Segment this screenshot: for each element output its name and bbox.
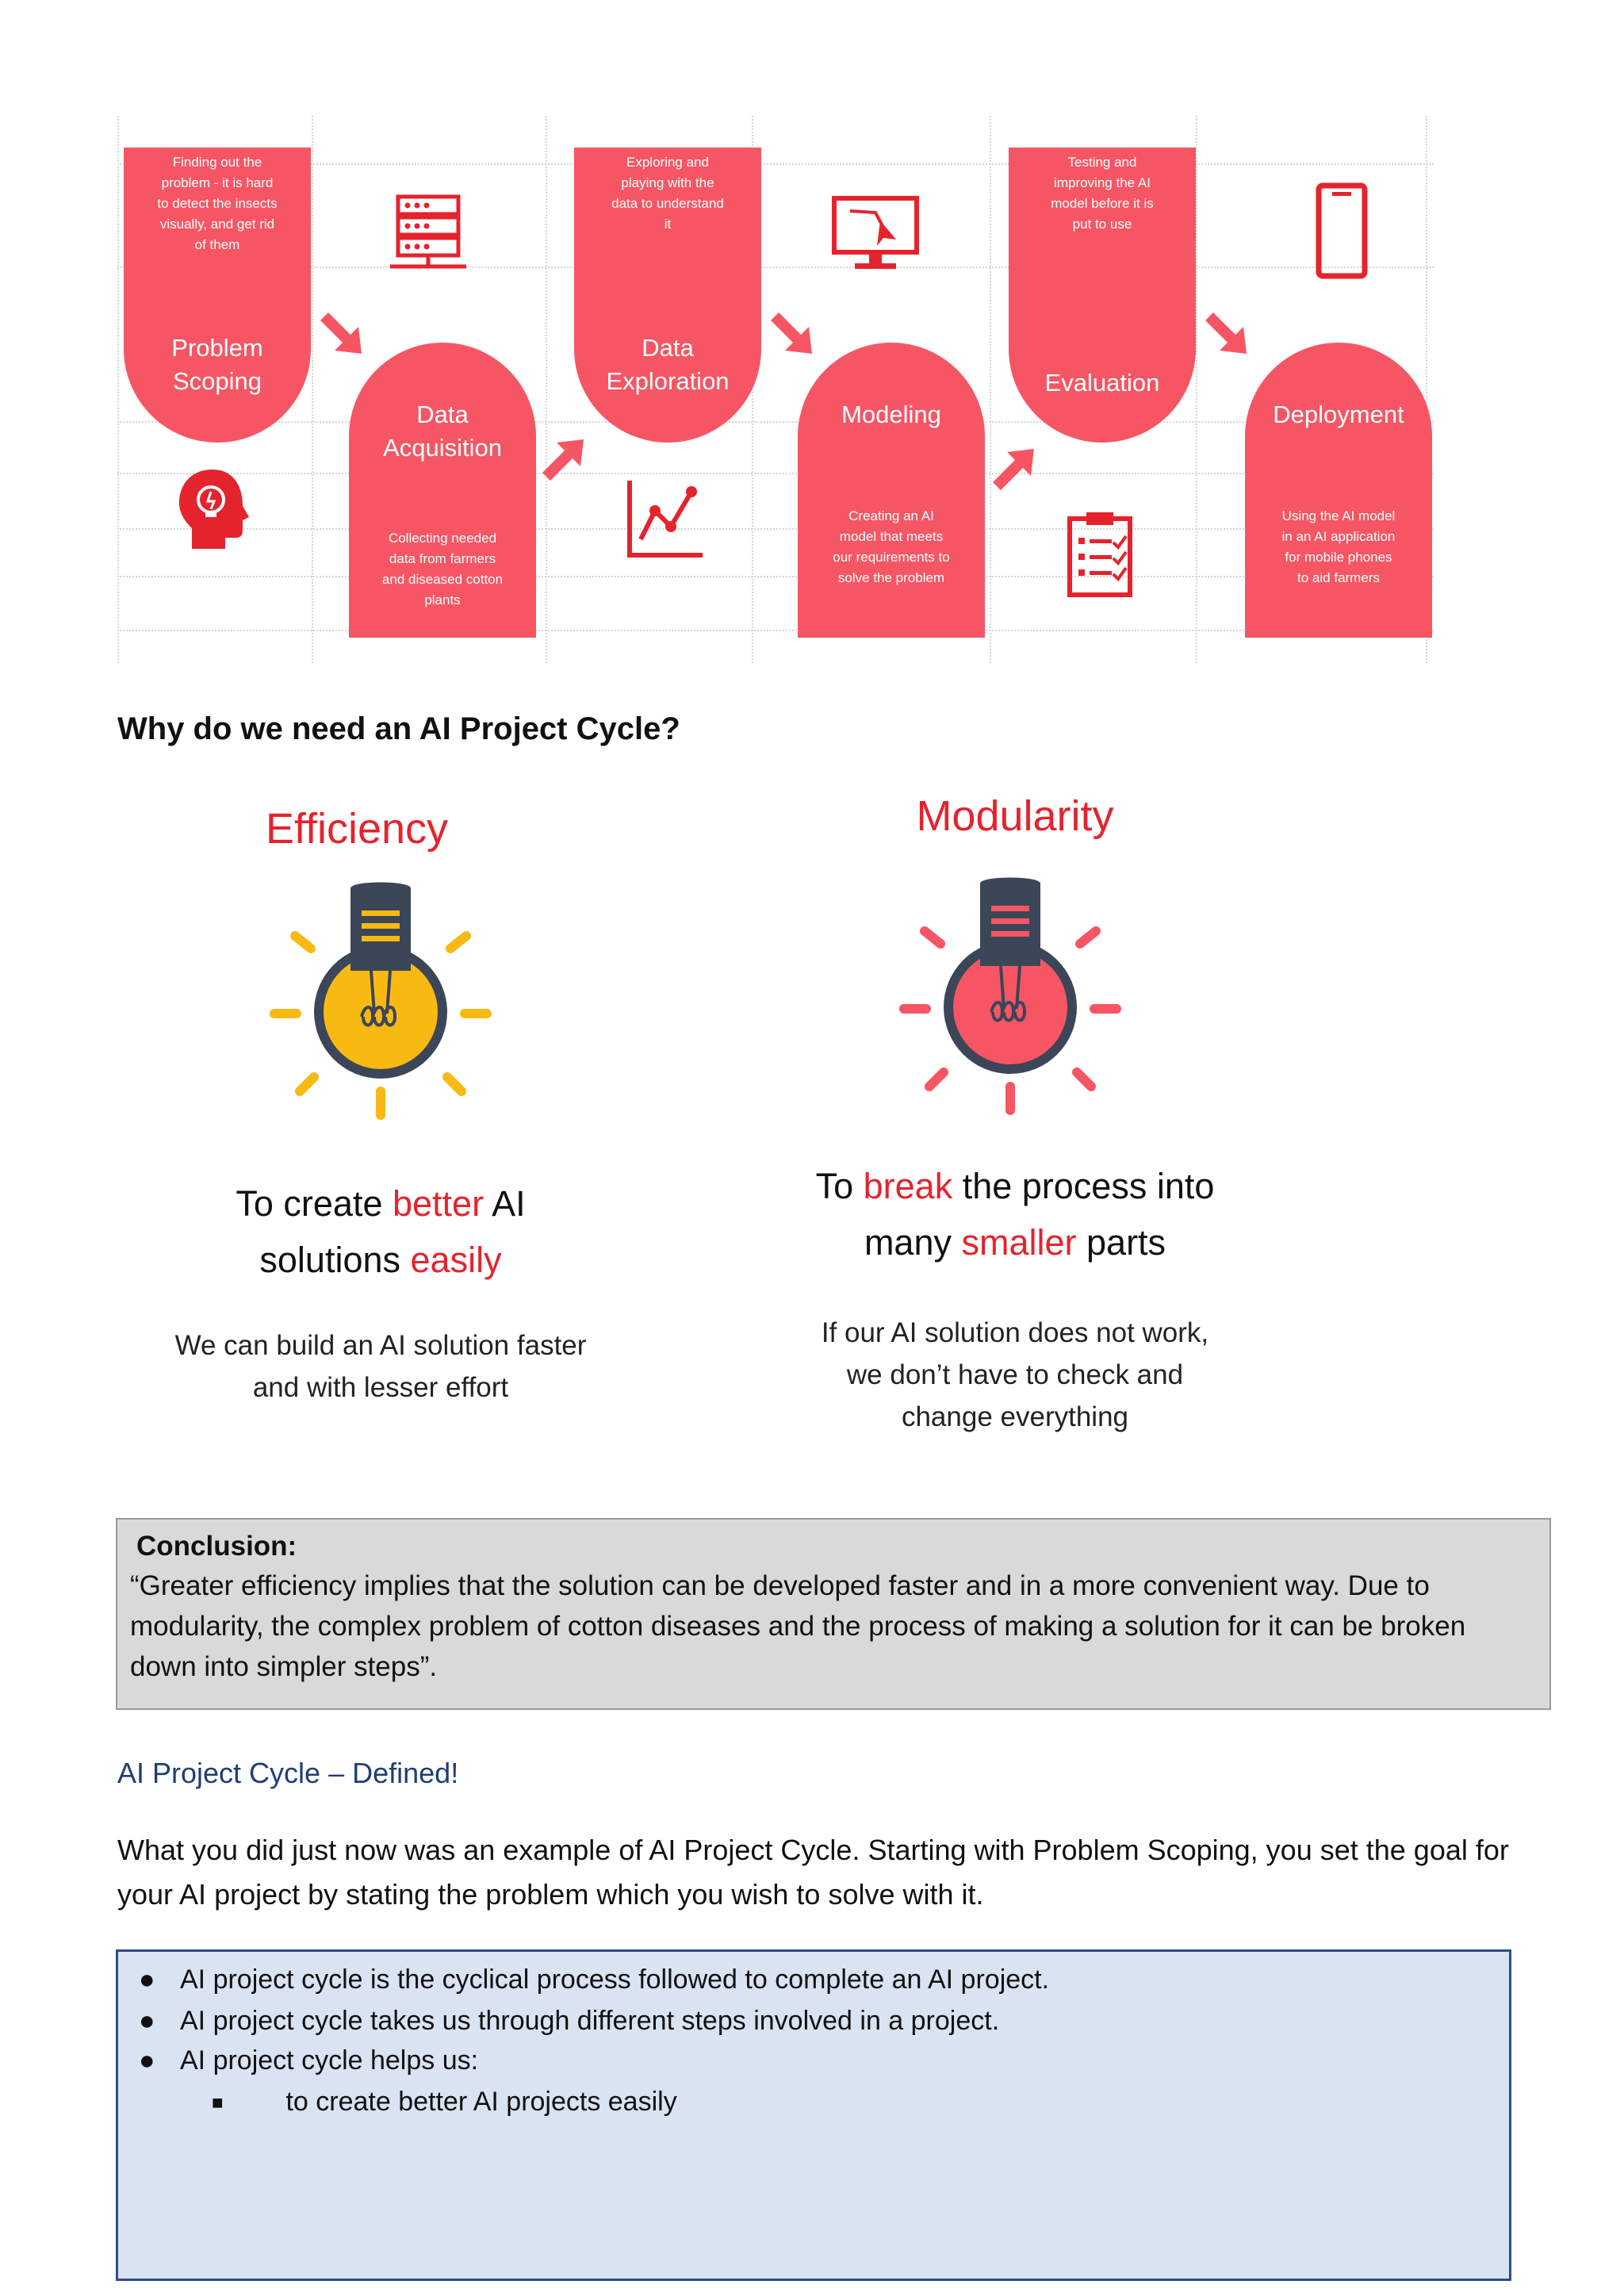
- stage-desc-line: for mobile phones: [1285, 550, 1392, 565]
- stage-desc-line: and diseased cotton: [381, 572, 504, 587]
- modularity-desc-line: If our AI solution does not work,: [821, 1317, 1209, 1348]
- efficiency-tagline-line2: solutions easily: [259, 1240, 502, 1280]
- conclusion-body: “Greater efficiency implies that the solution can be developed faster and in a more convenient way. Due to modularity, the complex problem of cotton diseases and the process of making a solution for it can be broken down into simpler steps”.: [130, 1570, 1466, 1682]
- stage-problem-scoping: [124, 148, 311, 443]
- stage-title: Evaluation: [1044, 369, 1160, 397]
- conclusion-box: [116, 1518, 1551, 1710]
- arrow-up-right-icon: [986, 433, 1050, 496]
- arrow-down-right-icon: [314, 306, 377, 370]
- efficiency-desc-line: We can build an AI solution faster: [174, 1330, 587, 1361]
- stage-desc-line: model before it is: [1051, 196, 1154, 211]
- arrow-down-right-icon: [764, 306, 828, 370]
- stage-desc-line: plants: [424, 592, 461, 608]
- stage-desc-line: problem - it is hard: [161, 175, 274, 190]
- modularity-tagline: [737, 1158, 1293, 1271]
- stage-modeling: [798, 343, 985, 638]
- stage-desc-line: put to use: [1072, 217, 1132, 232]
- efficiency-desc-line: and with lesser effort: [252, 1372, 509, 1403]
- clipboard-checklist-icon: [1066, 509, 1134, 598]
- intro-paragraph: What you did just now was an example of AI Project Cycle. Starting with Problem Scoping, you set the goal for your AI project by stating the problem which you wish to solve with it.: [117, 1834, 1509, 1911]
- stage-desc-line: Collecting needed: [388, 531, 497, 546]
- stage-title: Modeling: [841, 401, 941, 428]
- stage-desc-line: to detect the insects: [157, 196, 278, 211]
- stage-title: Scoping: [172, 367, 262, 395]
- yellow-bulb-icon: [262, 877, 500, 1123]
- stage-desc-line: playing with the: [621, 175, 714, 190]
- monitor-design-icon: [831, 195, 920, 271]
- stage-title: Exploration: [606, 367, 730, 395]
- stage-desc-line: Using the AI model: [1281, 508, 1396, 523]
- stage-desc-line: visually, and get rid: [159, 217, 275, 232]
- stage-deployment: [1245, 343, 1432, 638]
- stage-desc-line: data to understand: [611, 196, 724, 211]
- bullet-dot-icon: ●: [139, 2045, 155, 2076]
- line-chart-icon: [625, 477, 704, 560]
- stage-title: Data: [416, 401, 469, 428]
- bullet-box: [116, 1949, 1511, 2281]
- stage-desc-line: Finding out the: [172, 155, 262, 170]
- why-heading: Why do we need an AI Project Cycle?: [117, 711, 680, 746]
- stage-data-exploration: [574, 148, 761, 443]
- bullet-square-icon: ■: [212, 2092, 224, 2114]
- server-icon: [387, 192, 469, 271]
- stage-desc-line: improving the AI: [1054, 175, 1151, 190]
- red-bulb-icon: [891, 872, 1129, 1118]
- brain-idea-head-icon: [174, 465, 251, 552]
- stage-desc-line: solve the problem: [837, 570, 945, 585]
- arrow-up-right-icon: [536, 424, 599, 487]
- modularity-tagline-line2: many smaller parts: [864, 1222, 1166, 1263]
- arrow-down-right-icon: [1199, 306, 1262, 370]
- stage-title: Acquisition: [383, 434, 502, 462]
- mobile-phone-icon: [1315, 182, 1369, 279]
- ai-project-cycle-diagram: [117, 116, 1434, 663]
- efficiency-tagline: [119, 1175, 642, 1288]
- list-item: ● AI project cycle takes us through different steps involved in a project.: [139, 2001, 999, 2041]
- stage-desc-line: model that meets: [839, 529, 944, 544]
- stage-title: Problem: [171, 334, 263, 362]
- efficiency-title: Efficiency: [265, 805, 449, 853]
- modularity-desc-line: we don’t have to check and: [846, 1359, 1184, 1390]
- stage-desc-line: in an AI application: [1281, 529, 1396, 544]
- list-item: ● AI project cycle is the cyclical process followed to complete an AI project.: [139, 1960, 1049, 1999]
- efficiency-tagline-line1: To create better AI: [236, 1183, 526, 1224]
- sub-list-item: ■ to create better AI projects easily: [212, 2082, 677, 2123]
- stage-desc-line: Exploring and: [626, 155, 709, 170]
- stage-desc-line: Testing and: [1067, 155, 1137, 170]
- section-title: AI Project Cycle – Defined!: [117, 1757, 459, 1789]
- stage-evaluation: [1009, 148, 1196, 443]
- modularity-title: Modularity: [916, 792, 1114, 840]
- stage-desc-line: Creating an AI: [848, 508, 934, 523]
- stage-desc-line: data from farmers: [389, 551, 496, 566]
- stage-title: Data: [642, 334, 694, 362]
- bullet-dot-icon: ●: [139, 2006, 155, 2036]
- modularity-description: [737, 1312, 1293, 1438]
- bullet-dot-icon: ●: [139, 1964, 155, 1995]
- stage-title: Deployment: [1273, 401, 1404, 428]
- efficiency-description: [119, 1324, 642, 1409]
- stage-desc-line: our requirements to: [833, 550, 950, 565]
- stage-desc-line: it: [664, 217, 672, 232]
- stage-desc-line: to aid farmers: [1297, 570, 1380, 585]
- conclusion-title: Conclusion:: [136, 1531, 297, 1562]
- modularity-desc-line: change everything: [901, 1401, 1129, 1432]
- modularity-tagline-line1: To break the process into: [815, 1166, 1215, 1206]
- stage-desc-line: of them: [194, 237, 240, 252]
- stage-data-acquisition: [349, 343, 536, 638]
- list-item: ● AI project cycle helps us:: [139, 2041, 478, 2080]
